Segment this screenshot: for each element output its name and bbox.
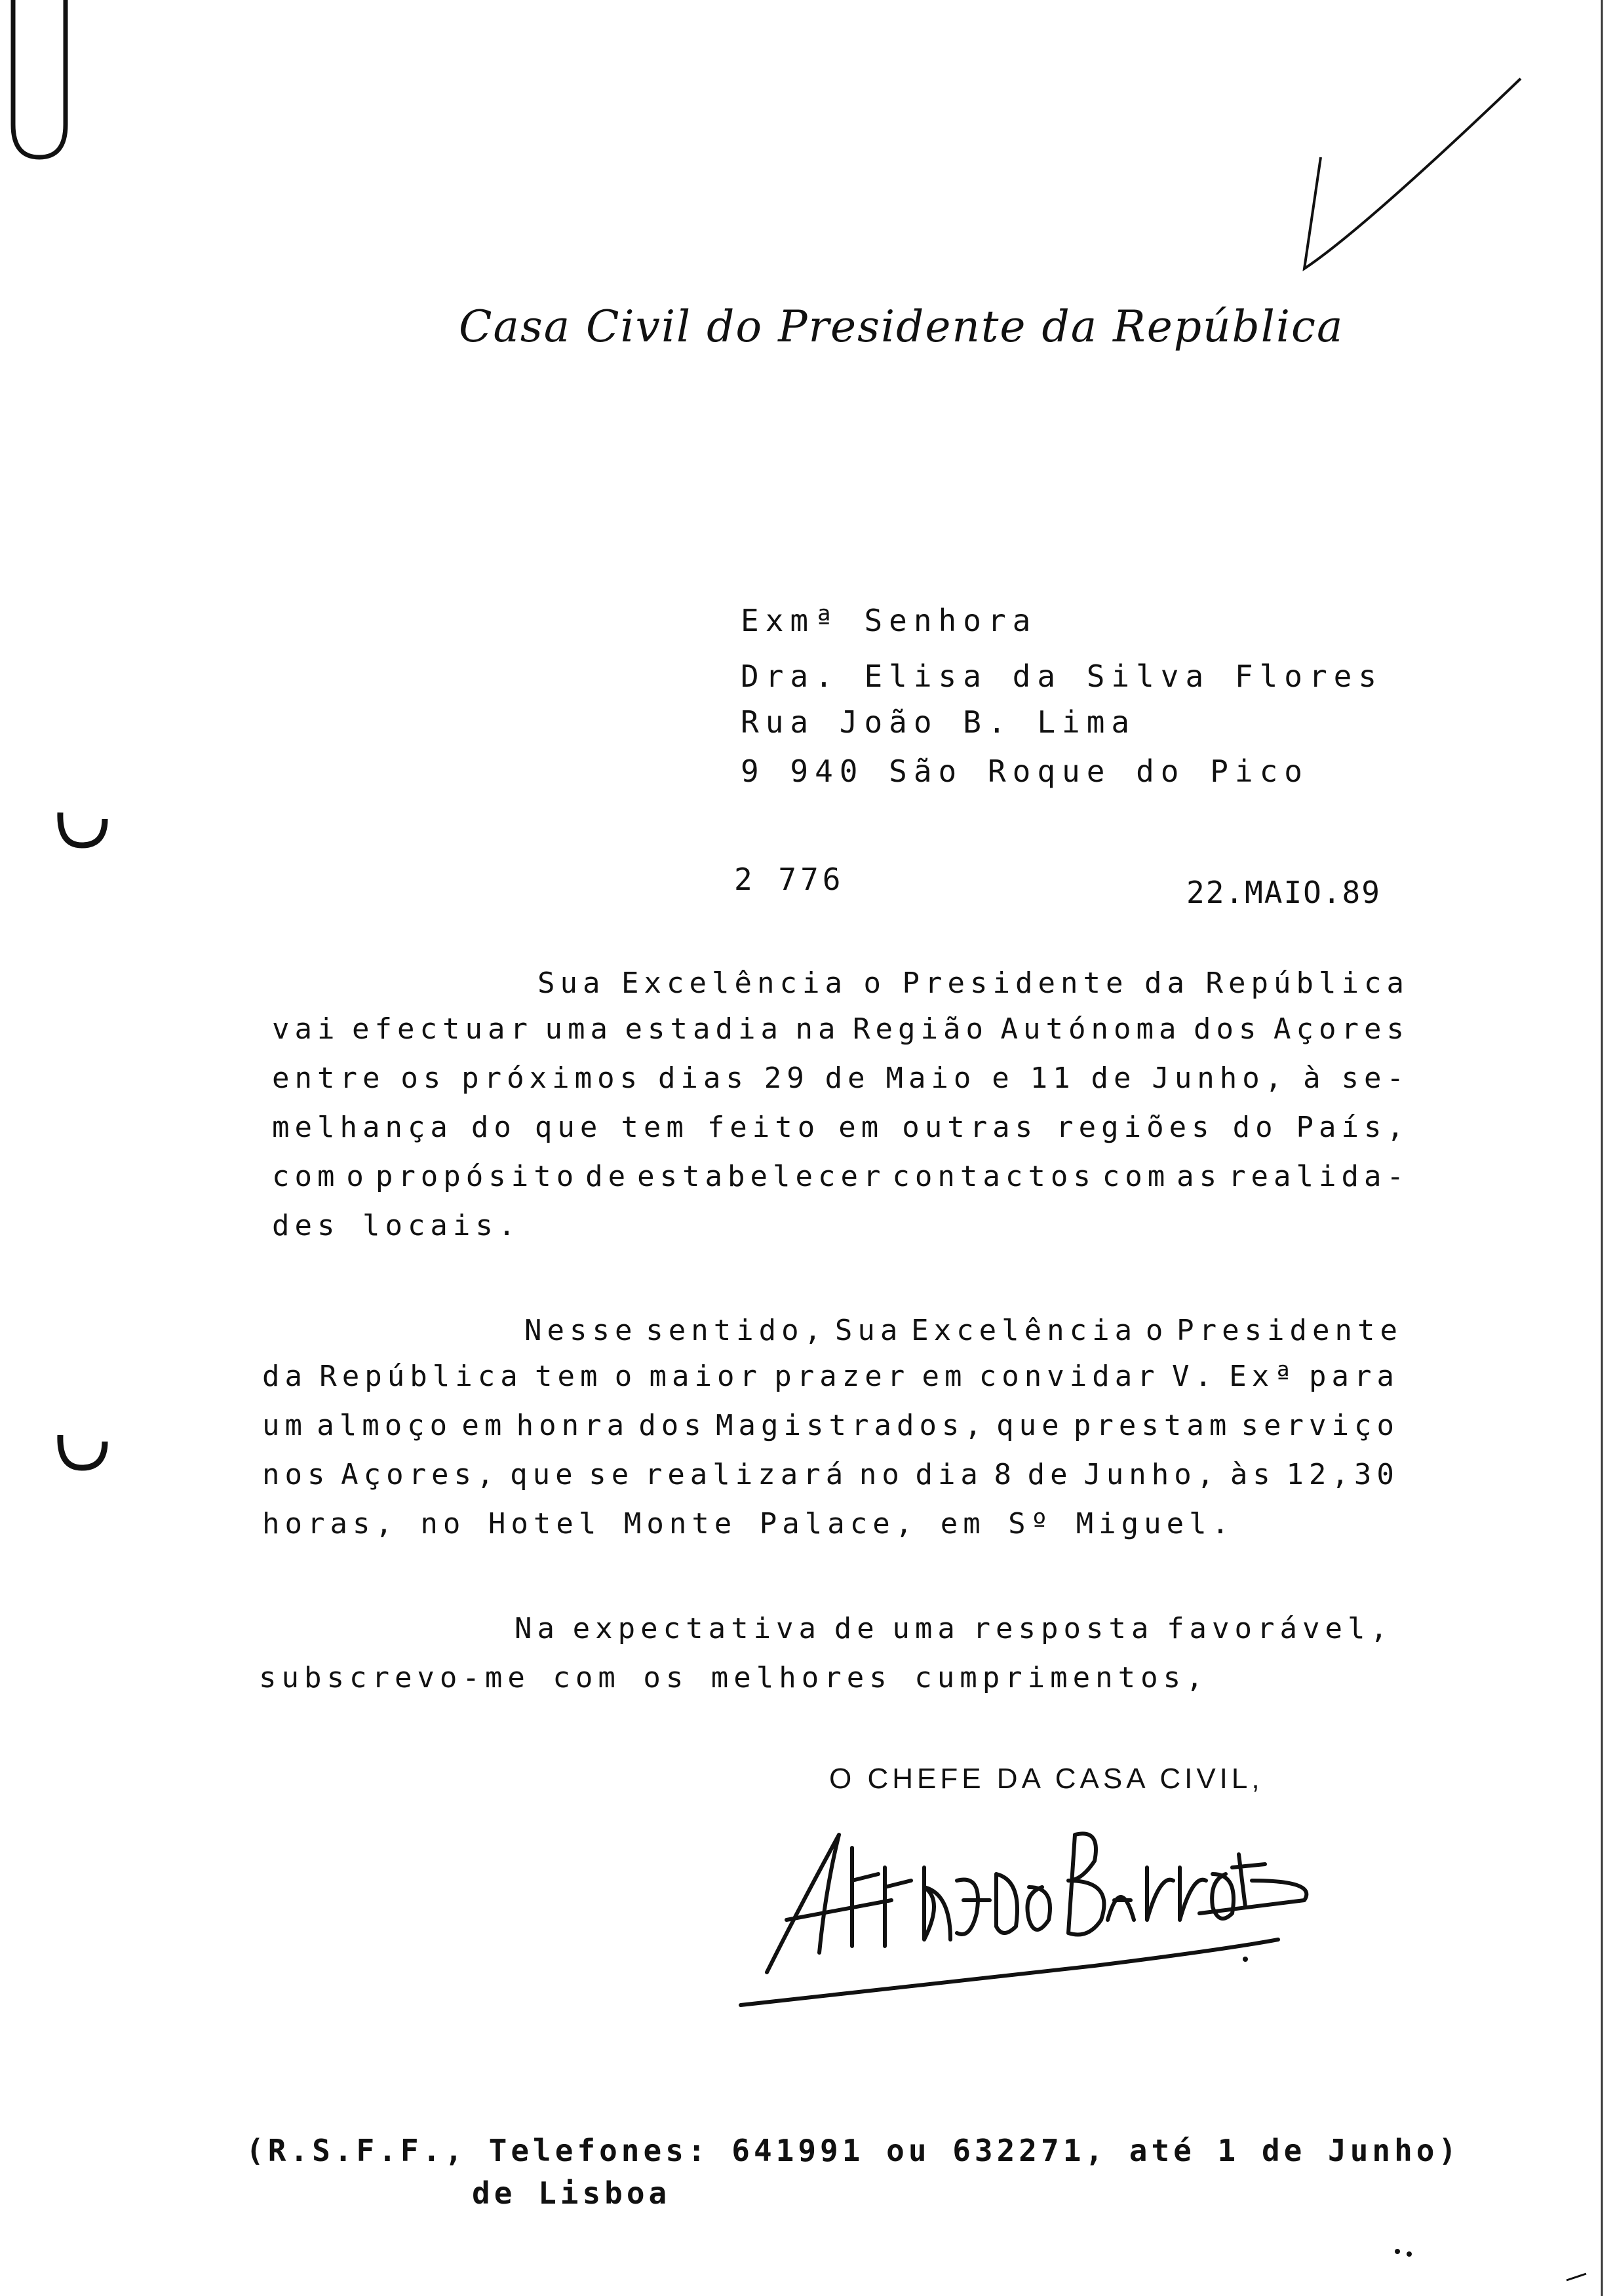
paragraph-2-line-1: Nesse sentido, Sua Excelência o Presidente	[524, 1314, 1403, 1347]
punch-hole-mark-top	[52, 799, 111, 858]
speck-marks	[1390, 2241, 1599, 2293]
signature	[728, 1808, 1337, 2012]
paragraph-3-line-1: Na expectativa de uma resposta favorável,	[515, 1612, 1393, 1645]
paragraph-2-line-2: da República tem o maior prazer em convidar V. Exª para	[262, 1360, 1399, 1393]
paragraph-1-line-1: Sua Excelência o Presidente da República	[537, 966, 1409, 1000]
paragraph-3-line-2: subscrevo-me com os melhores cumprimentos,	[259, 1661, 1209, 1694]
recipient-city: 9 940 São Roque do Pico	[741, 754, 1309, 789]
letterhead: Casa Civil do Presidente da República	[459, 301, 1344, 352]
recipient-street: Rua João B. Lima	[741, 704, 1137, 740]
check-mark	[1285, 72, 1534, 282]
footer-contact-line-2: de Lisboa	[472, 2175, 671, 2211]
reference-number: 2 776	[734, 862, 845, 897]
footer-contact-line-1: (R.S.F.F., Telefones: 641991 ou 632271, até 1 de Junho)	[246, 2133, 1461, 2168]
paragraph-1-line-5: com o propósito de estabelecer contactos com as realida-	[272, 1160, 1409, 1193]
paragraph-2-line-5: horas, no Hotel Monte Palace, em Sº Miguel.	[262, 1507, 1235, 1540]
paragraph-2-line-4: nos Açores, que se realizará no dia 8 de Junho, às 12,30	[262, 1458, 1399, 1491]
paragraph-1-line-3: entre os próximos dias 29 de Maio e 11 de Junho, à se-	[272, 1062, 1409, 1095]
paragraph-1-line-4: melhança do que tem feito em outras regiões do País,	[272, 1111, 1409, 1144]
signoff-title: O CHEFE DA CASA CIVIL,	[829, 1763, 1264, 1795]
paragraph-1-line-6: des locais.	[272, 1209, 521, 1242]
punch-hole-mark-bottom	[52, 1422, 111, 1481]
paragraph-1-line-2: vai efectuar uma estadia na Região Autónoma dos Açores	[272, 1012, 1409, 1046]
paragraph-2-line-3: um almoço em honra dos Magistrados, que prestam serviço	[262, 1409, 1399, 1442]
binder-clip-mark	[0, 0, 72, 170]
recipient-salutation: Exmª Senhora	[741, 603, 1038, 638]
letter-date: 22.MAIO.89	[1186, 875, 1381, 910]
edge-line	[1599, 0, 1606, 2296]
recipient-name: Dra. Elisa da Silva Flores	[741, 659, 1384, 694]
